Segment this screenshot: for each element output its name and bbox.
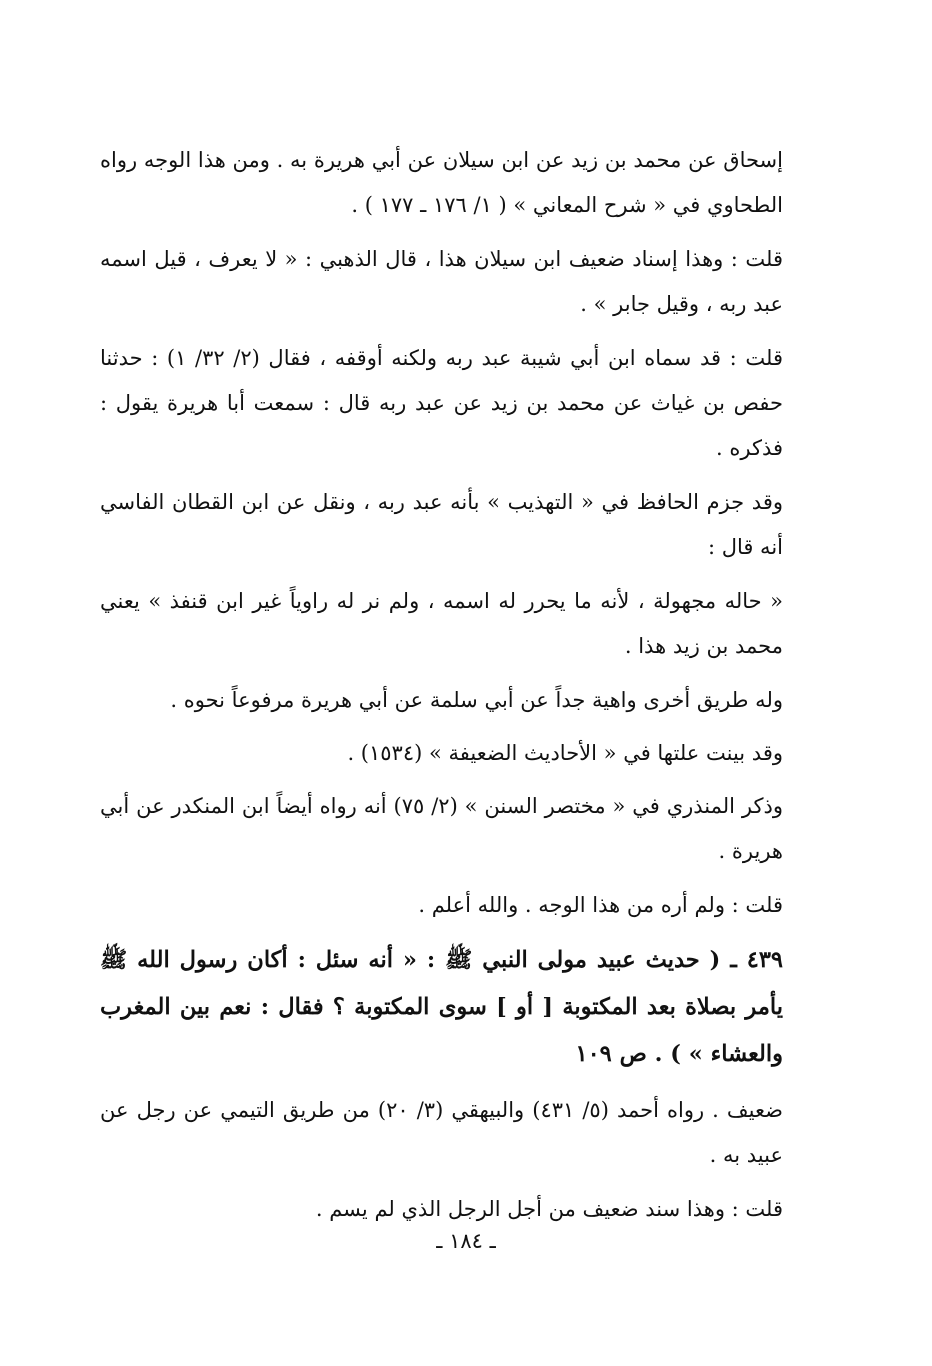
paragraph: قلت : قد سماه ابن أبي شيبة عبد ربه ولكنه أوقفه ، فقال (٢/ ٣٢/ ١) : حدثنا حفص بن غياث عن محمد بن زيد عن عبد ربه قال : سمعت أبا هريرة يقول : فذكره .	[100, 346, 783, 460]
paragraph: قلت : ولم أره من هذا الوجه . والله أعلم .	[418, 893, 783, 917]
paragraph: وذكر المنذري في « مختصر السنن » (٢/ ٧٥) أنه رواه أيضاً ابن المنكدر عن أبي هريرة .	[100, 794, 783, 863]
paragraph: قلت : وهذا إسناد ضعيف ابن سيلان هذا ، قال الذهبي : « لا يعرف ، قيل اسمه عبد ربه ، وقيل جابر » .	[100, 247, 783, 316]
paragraph: وقد جزم الحافظ في « التهذيب » بأنه عبد ربه ، ونقل عن ابن القطان الفاسي أنه قال :	[100, 490, 783, 559]
paragraph: وقد بينت علتها في « الأحاديث الضعيفة » (١٥٣٤) .	[347, 741, 783, 765]
paragraph: ضعيف . رواه أحمد (٥/ ٤٣١) والبيهقي (٣/ ٢٠) من طريق التيمي عن رجل عن عبيد به .	[100, 1098, 783, 1167]
paragraph: إسحاق عن محمد بن زيد عن ابن سيلان عن أبي هريرة به . ومن هذا الوجه رواه الطحاوي في « شرح المعاني » ( ١/ ١٧٦ ـ ١٧٧ ) .	[100, 148, 783, 217]
page-number: ـ ١٨٤ ـ	[436, 1229, 496, 1253]
page-body	[100, 138, 783, 1241]
paragraph: « حاله مجهولة ، لأنه ما يحرر له اسمه ، ولم نر له راوياً غير ابن قنفذ » يعني محمد بن زيد هذا .	[100, 589, 783, 658]
paragraph: قلت : وهذا سند ضعيف من أجل الرجل الذي لم يسم .	[315, 1197, 783, 1221]
paragraph: وله طريق أخرى واهية جداً عن أبي سلمة عن أبي هريرة مرفوعاً نحوه .	[170, 688, 783, 712]
hadith-heading: ٤٣٩ ـ ( حديث عبيد مولى النبي ﷺ : « أنه سئل : أكان رسول الله ﷺ يأمر بصلاة بعد المكتوبة [ أو ] سوى المكتوبة ؟ فقال : نعم بين المغرب والعشاء » ) . ص ١٠٩	[100, 947, 783, 1067]
